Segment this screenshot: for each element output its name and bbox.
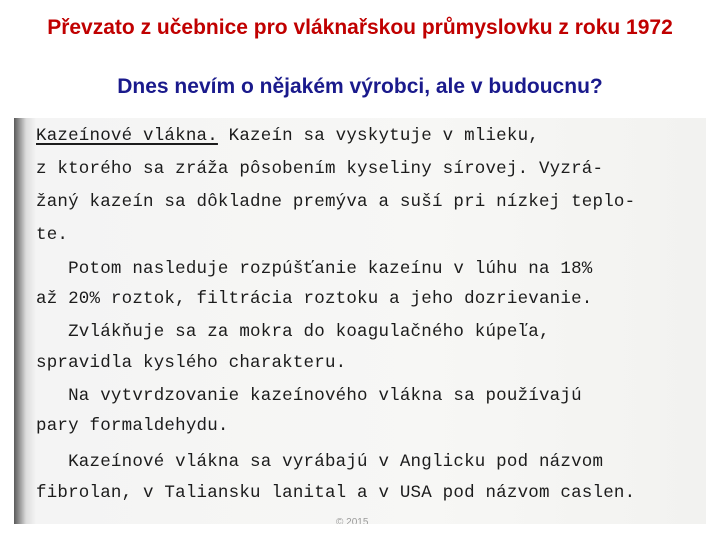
scan-line-2: z ktorého sa zráža pôsobením kyseliny sírovej. Vyzrá- xyxy=(36,159,604,179)
slide-subtitle: Dnes nevím o nějakém výrobci, ale v budoucnu? xyxy=(117,75,603,98)
scan-line-3: žaný kazeín sa dôkladne premýva a suší pri nízkej teplo- xyxy=(36,192,636,212)
scan-line-11: Kazeínové vlákna sa vyrábajú v Anglicku pod názvom xyxy=(36,452,604,472)
scan-line-1 xyxy=(36,122,539,150)
scan-line-8: spravidla kyslého charakteru. xyxy=(36,353,347,373)
scan-line-12: fibrolan, v Taliansku lanital a v USA pod názvom caslen. xyxy=(36,483,636,503)
scan-heading: Kazeínové vlákna. xyxy=(36,126,218,146)
scan-line-4: te. xyxy=(36,225,69,245)
scan-line-10: pary formaldehydu. xyxy=(36,416,229,436)
scan-line-9: Na vytvrdzovanie kazeínového vlákna sa používajú xyxy=(36,386,582,406)
footer-copyright-fragment: © 2015 xyxy=(336,517,369,524)
scan-line-6: až 20% roztok, filtrácia roztoku a jeho dozrievanie. xyxy=(36,289,593,309)
slide-title: Převzato z učebnice pro vláknařskou průmyslovku z roku 1972 xyxy=(47,16,673,39)
scan-line-7: Zvlákňuje sa za mokra do koagulačného kúpeľa, xyxy=(36,322,550,342)
scan-line-5: Potom nasleduje rozpúšťanie kazeínu v lúhu na 18% xyxy=(36,259,593,279)
scan-line-text: Kazeín sa vyskytuje v mlieku, xyxy=(217,126,539,146)
scanned-textbook-page xyxy=(14,118,706,524)
